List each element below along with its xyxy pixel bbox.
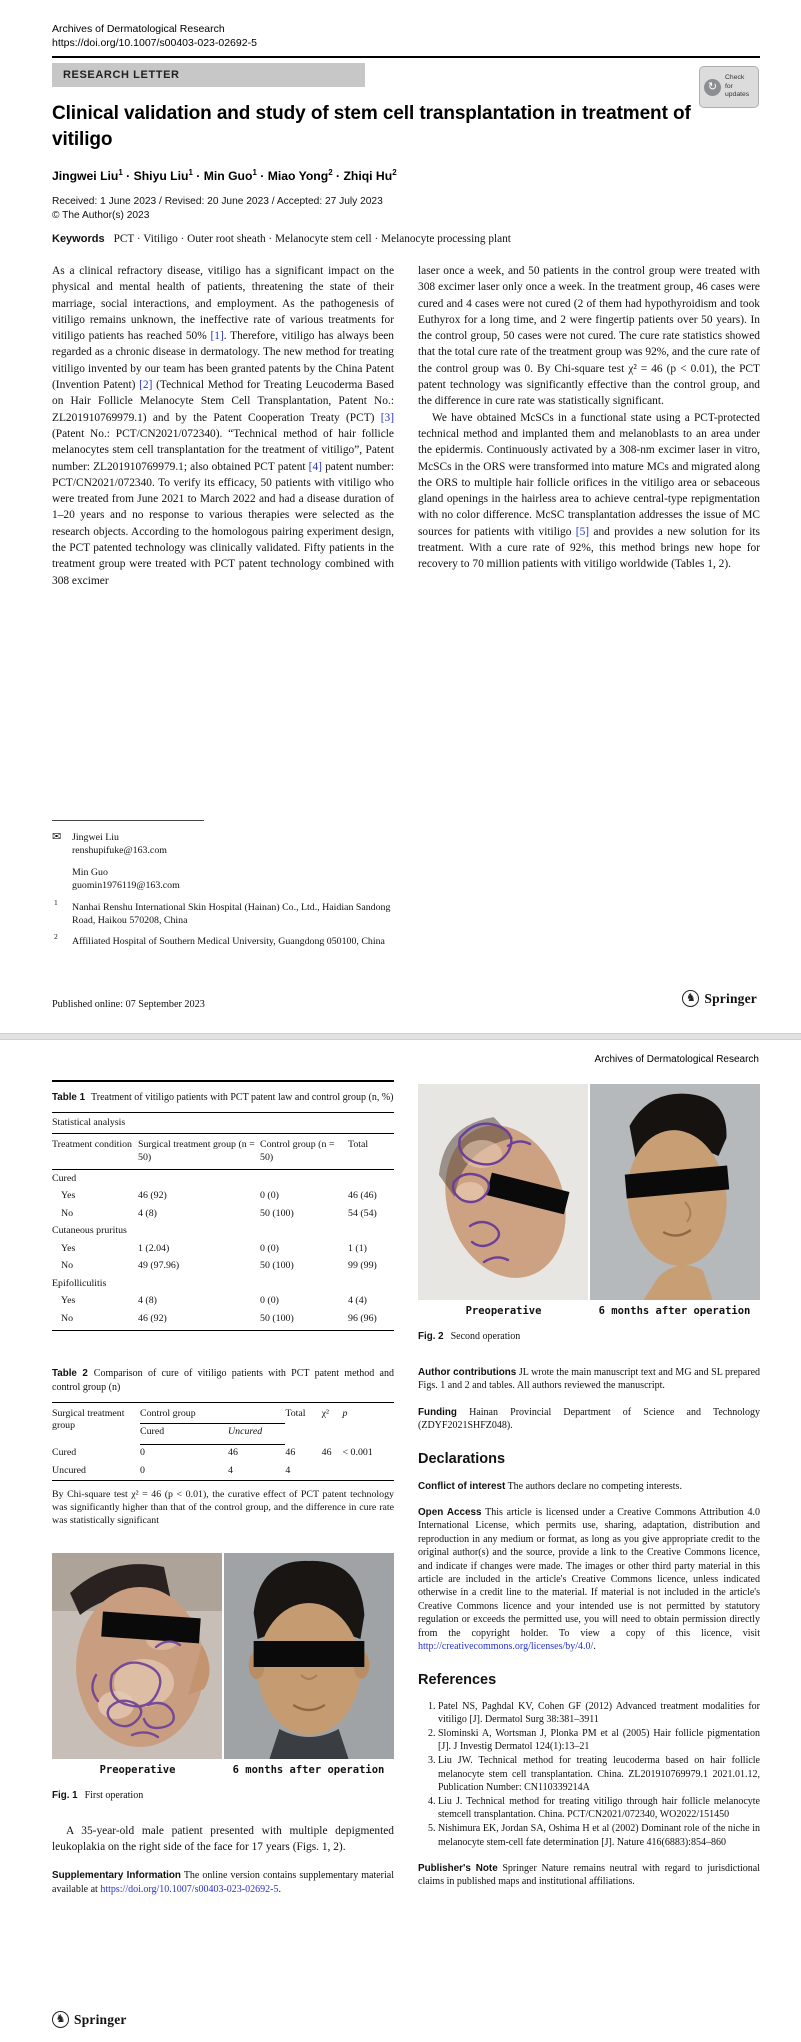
correspondence-list <box>52 831 400 892</box>
table1-section-row <box>52 1275 394 1293</box>
page-2 <box>0 1040 801 2042</box>
author-contributions-text: JL wrote the main manuscript text and MG and SL prepared Figs. 1 and 2 and tables. All authors reviewed the manuscript. <box>418 1367 761 1392</box>
table1-subheader-row <box>52 1112 394 1134</box>
publishers-note <box>418 1862 760 1889</box>
reference-item: 4. Liu J. Technical method for treating vitiligo through hair follicle melanocyte stemcell transplantation. China. PCT/CN2021/072340, WO2022/151450 <box>438 1795 760 1821</box>
reference-item: 2. Slominski A, Wortsman J, Plonka PM et al (2005) Hair follicle pigmentation [J]. J Investig Dermatol 124(1):13–21 <box>438 1727 760 1753</box>
table1-section-label: Cutaneous pruritus <box>52 1225 127 1237</box>
table2-col-surgical: Surgical treatment group <box>52 1402 140 1444</box>
citation-link[interactable]: [4] <box>308 460 322 473</box>
table1-caption <box>52 1091 394 1104</box>
figure-1 <box>52 1553 394 1801</box>
affiliation-list <box>52 898 400 948</box>
table2-cell <box>343 1462 395 1480</box>
table1-cell: Yes <box>61 1242 76 1254</box>
body-column-left <box>52 263 394 589</box>
table1-cell: 96 (96) <box>348 1312 377 1324</box>
table1-head <box>52 1112 394 1170</box>
table2-body <box>52 1444 394 1480</box>
affiliation-text: Nanhai Renshu International Skin Hospital (Hainan) Co., Ltd., Haidian Sandong Road, Haikou 570208, China <box>72 902 391 926</box>
table2-cell <box>322 1462 343 1480</box>
author-affiliation-sup: 1 <box>252 167 257 177</box>
table2-col-control-group: Control group <box>140 1402 285 1423</box>
journal-doi: https://doi.org/10.1007/s00403-023-02692-5 <box>52 37 257 49</box>
citation-link[interactable]: [5] <box>575 525 590 538</box>
fig1-postop-illustration <box>224 1553 394 1759</box>
conflict-label: Conflict of interest <box>418 1480 506 1492</box>
figure-1-caption <box>52 1790 394 1801</box>
springer-logo-page2 <box>52 2011 127 2028</box>
figure-1-labels <box>52 1759 394 1779</box>
table1-cell: 1 (2.04) <box>138 1242 170 1254</box>
table1-cell: 0 (0) <box>260 1242 279 1254</box>
publishers-note-text: Springer Nature remains neutral with regard to jurisdictional claims in published maps and institutional affiliations. <box>418 1862 760 1888</box>
author-affiliation-sup: 2 <box>392 167 397 177</box>
table1-cell: No <box>61 1260 74 1272</box>
reference-item: 1. Patel NS, Paghdal KV, Cohen GF (2012) Advanced treatment modalities for vitiligo [J]. Dermatol Surg 38:381–3911 <box>438 1700 760 1726</box>
table2-cell: < 0.001 <box>342 1446 373 1458</box>
table2-subcolumn-header: Cured <box>140 1423 228 1444</box>
table1-top-rule <box>52 1080 394 1082</box>
table1-section-label: Cured <box>52 1172 77 1184</box>
figure-2-photos <box>418 1084 760 1300</box>
footnote-block <box>52 820 400 956</box>
correspondence-name: Min Guo <box>72 867 108 878</box>
references-heading: References <box>418 1671 497 1688</box>
fig2-label-postoperative: 6 months after operation <box>598 1305 751 1317</box>
table1-row <box>52 1258 394 1276</box>
table2-footnote: By Chi-square test χ² = 46 (p < 0.01), the curative effect of PCT patent technology was significantly higher than that of the control group, and the difference in cure rate was statistically significant <box>52 1488 394 1526</box>
table2-block <box>52 1367 394 1526</box>
table2-cell: 4 <box>228 1464 233 1476</box>
springer-wordmark: Springer <box>74 2011 127 2027</box>
table1-cell: 50 (100) <box>260 1260 294 1272</box>
funding-text: Hainan Provincial Department of Science and Technology (ZDYF2021SHFZ048). <box>418 1406 761 1432</box>
author-name: Jingwei Liu$^1$ <box>52 167 123 183</box>
correspondence-email[interactable]: guomin1976119@163.com <box>72 880 180 891</box>
supplementary-label: Supplementary Information <box>52 1870 181 1882</box>
table2-cell: 4 <box>285 1464 291 1476</box>
fig1-label-preoperative: Preoperative <box>99 1763 176 1776</box>
table2-caption <box>52 1367 394 1393</box>
keywords-label: Keywords <box>52 233 105 245</box>
journal-header <box>52 22 257 50</box>
article-title: Clinical validation and study of stem cell transplantation in treatment of vitiligo <box>52 103 691 150</box>
table2-row <box>52 1444 394 1462</box>
publishers-note-label: Publisher's Note <box>418 1862 498 1874</box>
affiliation-entry: 2 Affiliated Hospital of Southern Medical University, Guangdong 050100, China <box>54 932 385 947</box>
table1-column-header: Control group (n = 50) <box>260 1134 348 1170</box>
body-paragraph-left: As a clinical refractory disease, vitiligo has a significant impact on the physical and mental health of patients, threatening the state of their marriage, social interactions, and employment. As the pathogenesis of vitiligo remains unknown, the ineffective rate of various treatments for vitiligo patients has reached 50% [1]. Therefore, vitiligo has always been regarded as a chronic disease in dermatology. The new method for treating vitiligo invented by our team has been granted patents by the China Patent (Invention Patent) [2] (Technical Method for Treating Leucoderma Based on Hair Follicle Melanocyte Stem Cell Transplantation, Patent No.: ZL201910769979.1) and by the Patent Cooperation Treaty (PCT) [3] (Patent No.: PCT/CN2021/072340). “Technical method of hair follicle melanocytes stem cell transplantation for the treatment of vitiligo”, Patent number: ZL201910769979.1; also obtained PCT patent [4] patent number: PCT/CN2021/072340. To verify its efficacy, 50 patients with vitiligo who were treated from June 2021 to March 2022 and had a disease duration of 1–20 years and no response to various therapies were selected as the research objects. According to the homologous pairing experiment design, the PCT patented technology was clinically validated. Fifty patients in the treatment group were treated with PCT patent technology combined with 308 excimer <box>52 265 394 587</box>
table2-row <box>52 1462 394 1480</box>
table1-column-header: Total <box>348 1134 394 1170</box>
history-dates: Received: 1 June 2023 / Revised: 20 June 2023 / Accepted: 27 July 2023 <box>52 196 383 207</box>
table1-cell: 46 (46) <box>348 1190 377 1202</box>
table1-section-label: Epifolliculitis <box>52 1277 107 1289</box>
correspondence-entry <box>52 866 400 892</box>
supplementary-info <box>52 1869 394 1896</box>
author-affiliation-sup: 1 <box>188 167 193 177</box>
table1-section-row <box>52 1223 394 1241</box>
table1-cell: 49 (97.96) <box>138 1260 180 1272</box>
table1-section-row <box>52 1170 394 1188</box>
table2-subcolumn-header: Uncured <box>228 1423 285 1444</box>
supplementary-text: The online version contains supplementary material available at https://doi.org/10.1007/s00403-023-02692-5. <box>52 1870 395 1895</box>
table2-cell: 46 <box>285 1446 296 1458</box>
table2-cell: 46 <box>321 1446 332 1458</box>
figure-2-caption <box>418 1331 760 1342</box>
published-online: Published online: 07 September 2023 <box>52 999 205 1010</box>
table1-cell: No <box>61 1312 74 1324</box>
table1-cell: 0 (0) <box>260 1190 279 1202</box>
table2-caption-text: Comparison of cure of vitiligo patients with PCT patent method and control group (n) <box>52 1368 394 1393</box>
table1-row <box>52 1240 394 1258</box>
reference-item: 3. Liu JW. Technical method for treating leucoderma based on hair follicle melanocyte stem cell transplantation. China. ZL201910769979.1 2021.01.12, Publication Number: CN110339214A <box>438 1754 760 1794</box>
author-separator: · <box>332 169 344 183</box>
table1-row <box>52 1310 394 1331</box>
table1-cell: 46 (92) <box>138 1312 167 1324</box>
table1-cell: 4 (8) <box>138 1207 157 1219</box>
table1-cell: 4 (4) <box>348 1295 367 1307</box>
springer-horse-icon: ♞ <box>52 2011 69 2028</box>
table2-cell: Uncured <box>52 1464 86 1476</box>
table1-cell: Yes <box>61 1190 76 1202</box>
table1 <box>52 1112 394 1332</box>
author-contributions <box>418 1366 760 1393</box>
table1-cell: 1 (1) <box>348 1242 367 1254</box>
table1-column-header: Surgical treatment group (n = 50) <box>138 1134 260 1170</box>
page2-column-left <box>52 1080 394 1896</box>
figure-1-photos <box>52 1553 394 1759</box>
conflict-of-interest <box>418 1480 760 1493</box>
fig2-postop-illustration <box>590 1084 760 1300</box>
citation-link[interactable]: [1] <box>210 330 224 343</box>
open-access-text: This article is licensed under a Creative Commons Attribution 4.0 International License, which permits use, sharing, adaptation, distribution and reproduction in any medium or format, as long as you give appropriate credit to the original author(s) and the source, provide a link to the Creative Commons licence, and indicate if changes were made. The images or other third party material in this article are included in the article's Creative Commons licence, unless indicated otherwise in a credit line to the material. If material is not included in the article's Creative Commons licence and your intended use is not permitted by statutory regulation or exceeds the permitted use, you will need to obtain permission directly from the copyright holder. To view a copy of this licence, visit http://creativecommons.org/licenses/by/4.0/. <box>418 1507 760 1653</box>
figure-2 <box>418 1084 760 1342</box>
table2-col-chi-square: χ² <box>322 1402 343 1444</box>
page-separator <box>0 1033 801 1040</box>
hyperlink[interactable]: http://creativecommons.org/licenses/by/4.0/ <box>418 1641 594 1653</box>
fig1-preop-illustration <box>52 1553 222 1759</box>
author-name: Min Guo$^1$ <box>203 167 257 183</box>
table1-cell: 50 (100) <box>260 1312 294 1324</box>
table2-col-total: Total <box>285 1402 321 1444</box>
springer-logo <box>682 990 757 1007</box>
author-list <box>52 169 397 183</box>
keywords-text: PCT · Vitiligo · Outer root sheath · Melanocyte stem cell · Melanocyte processing plant <box>113 233 511 245</box>
citation-link[interactable]: [3] <box>380 411 394 424</box>
table2-head <box>52 1402 394 1444</box>
open-access <box>418 1506 760 1653</box>
hyperlink[interactable]: https://doi.org/10.1007/s00403-023-02692-5 <box>100 1883 279 1895</box>
table1-cell: 50 (100) <box>260 1207 294 1219</box>
table2-cell: Cured <box>52 1446 77 1458</box>
table1-cell: 46 (92) <box>138 1190 167 1202</box>
author-contributions-label: Author contributions <box>418 1367 517 1378</box>
table2-cell: 46 <box>228 1447 238 1459</box>
declarations-heading: Declarations <box>418 1450 506 1467</box>
fig2-preop-illustration <box>418 1084 588 1300</box>
table1-column-header: Treatment condition <box>52 1134 138 1170</box>
keywords-line <box>52 233 511 245</box>
correspondence-email[interactable]: renshupifuke@163.com <box>72 845 167 856</box>
header-rule <box>52 56 760 58</box>
journal-name: Archives of Dermatological Research <box>52 23 225 35</box>
author-separator: · <box>122 169 134 183</box>
table1-subheader: Statistical analysis <box>52 1112 394 1134</box>
table2-header-row-1 <box>52 1402 394 1423</box>
table2 <box>52 1402 394 1481</box>
table2-col-p: p <box>343 1402 395 1444</box>
open-access-label: Open Access <box>418 1507 482 1519</box>
author-name: Zhiqi Hu$^2$ <box>343 167 397 183</box>
table2-caption-label: Table 2 <box>52 1368 88 1380</box>
envelope-icon: ✉ <box>52 831 62 843</box>
citation-link[interactable]: [2] <box>139 379 153 392</box>
article-type-banner: RESEARCH LETTER <box>52 63 365 87</box>
author-separator: · <box>192 169 204 183</box>
fig1-caption-text: First operation <box>84 1789 144 1801</box>
fig2-postop-photo <box>590 1084 760 1300</box>
affiliation-entry: 1 Nanhai Renshu International Skin Hospital (Hainan) Co., Ltd., Haidian Sandong Road, Haikou 570208, China <box>54 898 391 926</box>
fig1-postop-photo <box>224 1553 394 1759</box>
fig2-label-preoperative: Preoperative <box>465 1305 542 1317</box>
fig2-caption-label: Fig. 2 <box>418 1331 444 1342</box>
body-paragraph-right-1: laser once a week, and 50 patients in the control group were treated with 308 excimer laser only once a week. In the treatment group, 46 cases were cured and 4 cases were not cured (2 of them had hypothyroidism and took Euthyrox for a long time, and 2 were fingertip patients over 50 years). In the control group, 50 cases were not cured. The cure rate statistics showed that the total cure rate of the treatment group was 92%, and the cure rate of the control group was 0. By Chi-square test χ² = 46 (p < 0.01), the PCT patent technology was significantly effective than the control group, and the difference in cure rate was statistically significant. <box>418 265 760 408</box>
correspondence-entry <box>52 831 400 857</box>
update-refresh-icon: ↻ <box>704 79 721 96</box>
table1-cell: No <box>61 1207 74 1219</box>
body-column-right <box>418 263 760 589</box>
table1-caption-label: Table 1 <box>52 1091 86 1103</box>
fig1-preop-photo <box>52 1553 222 1759</box>
reference-list <box>418 1700 760 1849</box>
author-name: Shiyu Liu$^1$ <box>133 167 193 183</box>
springer-horse-icon: ♞ <box>682 990 699 1007</box>
page2-column-right <box>418 1080 760 1896</box>
table1-body <box>52 1170 394 1331</box>
page2-columns <box>52 1080 760 1896</box>
body-columns <box>52 263 760 589</box>
table1-row <box>52 1293 394 1311</box>
funding-label: Funding <box>418 1406 457 1418</box>
author-separator: · <box>256 169 268 183</box>
springer-wordmark: Springer <box>704 990 757 1006</box>
reference-item: 5. Nishimura EK, Jordan SA, Oshima H et al (2002) Dominant role of the niche in melanocyte stem-cell fate determination [J]. Nature 416(6883):854–860 <box>438 1822 760 1848</box>
check-updates-label: Check for updates <box>725 74 750 99</box>
table1-cell: 99 (99) <box>348 1260 377 1272</box>
conflict-text: The authors declare no competing interests. <box>507 1480 682 1492</box>
author-affiliation-sup: 1 <box>118 167 123 177</box>
running-header: Archives of Dermatological Research <box>594 1054 759 1065</box>
table1-cell: Yes <box>61 1295 76 1307</box>
table1-cell: 54 (54) <box>348 1207 377 1219</box>
fig2-preop-photo <box>418 1084 588 1300</box>
author-name: Miao Yong$^2$ <box>267 167 333 183</box>
copyright-line: © The Author(s) 2023 <box>52 210 150 221</box>
figure-2-labels <box>418 1300 760 1320</box>
table1-cell: 0 (0) <box>260 1295 279 1307</box>
body-paragraph-right-2: We have obtained McSCs in a functional state using a PCT-protected technical method and implanted them and melanoblasts to an area under the epidermis. Continuously activated by a 308-nm excimer laser in vitro, McSCs in the ORS were transformed into mature MCs and migrated along the ORS to multiple hair follicle orifices in the vitiligo area or sebaceous gland openings in the hairless area to achieve central-type repigmentation with no color difference. McSC transplantation addresses the issue of MC sources for patients with vitiligo [5] and provides a new solution for its treatment. With a cure rate of 92%, this method brings new hope for recovery to 70 million patients with vitiligo worldwide (Tables 1, 2). <box>418 411 760 571</box>
affiliation-text: Affiliated Hospital of Southern Medical University, Guangdong 050100, China <box>72 936 385 947</box>
fig1-caption-label: Fig. 1 <box>52 1789 78 1801</box>
table2-cell: 0 <box>140 1464 145 1476</box>
table1-row <box>52 1205 394 1223</box>
table1-caption-text: Treatment of vitiligo patients with PCT patent law and control group (n, %) <box>91 1091 394 1103</box>
table1-row <box>52 1188 394 1206</box>
correspondence-name: Jingwei Liu <box>72 832 119 843</box>
author-affiliation-sup: 2 <box>328 167 333 177</box>
funding <box>418 1406 760 1433</box>
case-paragraph: A 35-year-old male patient presented with multiple depigmented leukoplakia on the right side of the face for 17 years (Figs. 1, 2). <box>52 1824 394 1853</box>
table2-cell: 0 <box>140 1447 145 1459</box>
table1-cell: 4 (8) <box>138 1295 157 1307</box>
fig2-caption-text: Second operation <box>450 1331 521 1342</box>
table1-header-row <box>52 1134 394 1170</box>
fig1-label-postoperative: 6 months after operation <box>232 1763 385 1776</box>
footnote-rule <box>52 820 204 821</box>
